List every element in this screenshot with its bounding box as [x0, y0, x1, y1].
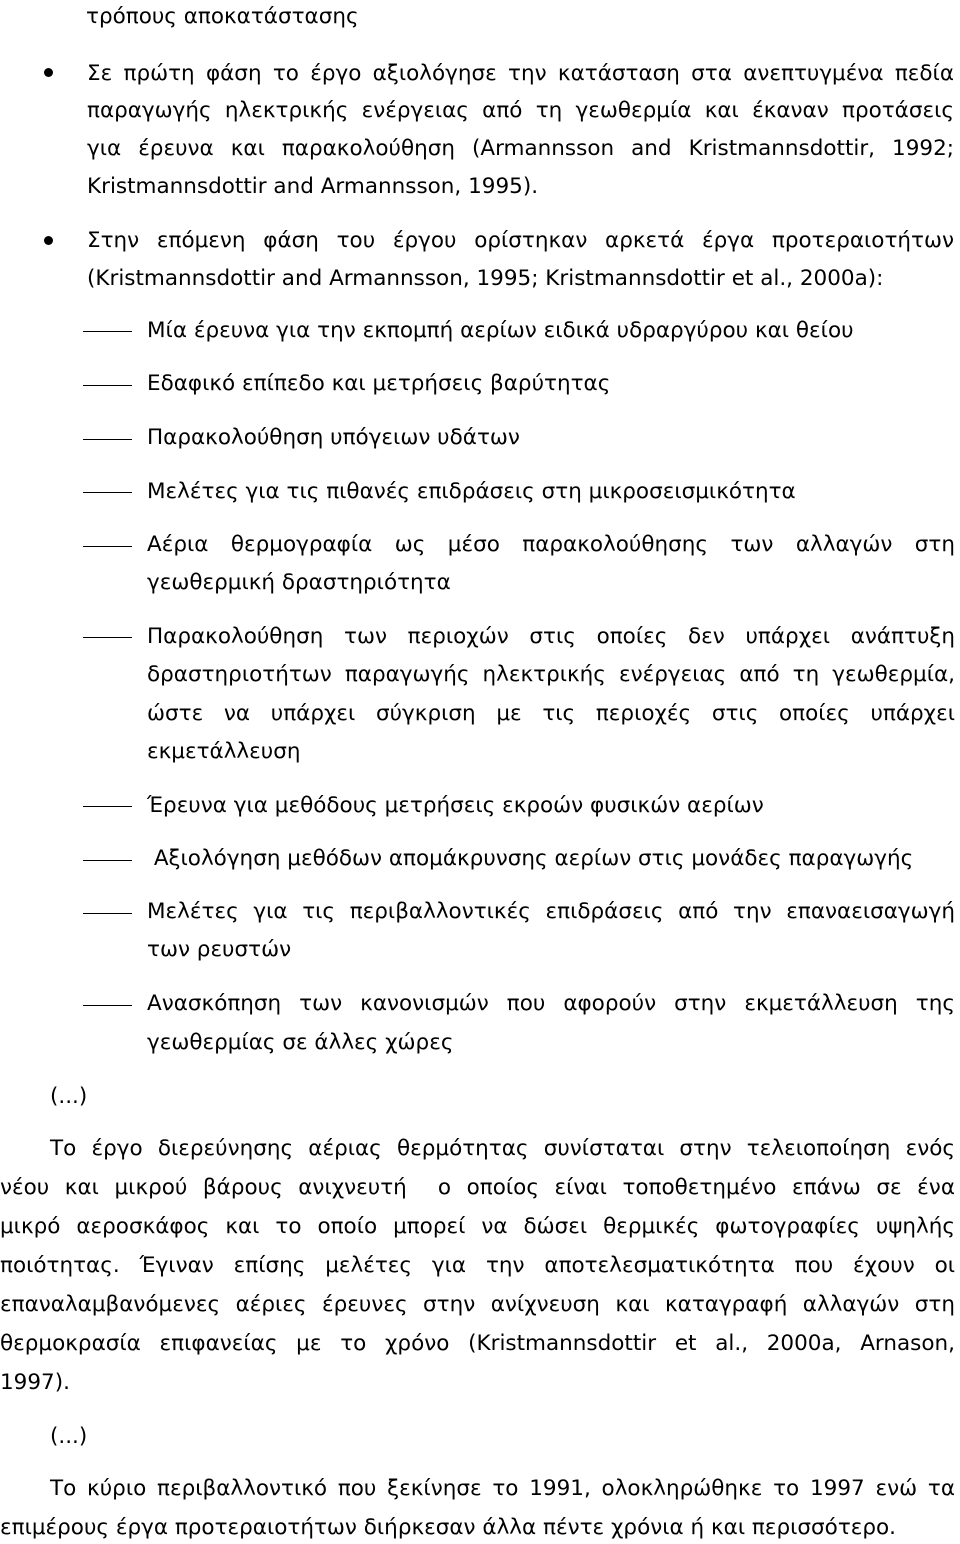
dash-marker [83, 385, 132, 386]
paragraph-line: επαναλαμβανόμενες αέριες έρευνες στην ανίχνευση και καταγραφή αλλαγών στη [0, 1292, 955, 1317]
bullet-line: για έρευνα και παρακολούθηση (Armannsson and Kristmannsdottir, 1992; [87, 136, 954, 161]
dash-line: γεωθερμική δραστηριότητα [147, 570, 451, 595]
bullet-dot-icon [44, 68, 53, 77]
dash-line: Εδαφικό επίπεδο και μετρήσεις βαρύτητας [147, 371, 611, 396]
dash-marker [83, 492, 132, 493]
dash-marker [83, 913, 132, 914]
ellipsis-marker: (...) [50, 1424, 88, 1449]
dash-line: Παρακολούθηση υπόγειων υδάτων [147, 425, 520, 450]
dash-line: Μελέτες για τις περιβαλλοντικές επιδράσεις από την επαναεισαγωγή [147, 899, 955, 924]
dash-line: εκμετάλλευση [147, 739, 301, 764]
dash-marker [83, 331, 132, 332]
dash-line: Αξιολόγηση μεθόδων απομάκρυνσης αερίων στις μονάδες παραγωγής [147, 846, 914, 871]
dash-line: Ανασκόπηση των κανονισμών που αφορούν στην εκμετάλλευση της [147, 991, 955, 1016]
bullet-line: Σε πρώτη φάση το έργο αξιολόγησε την κατάσταση στα ανεπτυγμένα πεδία [87, 61, 954, 86]
paragraph-line: θερμοκρασία επιφανείας με το χρόνο (Kristmannsdottir et al., 2000a, Arnason, [0, 1331, 955, 1356]
dash-line: γεωθερμίας σε άλλες χώρες [147, 1030, 454, 1055]
bullet-line: (Kristmannsdottir and Armannsson, 1995; Kristmannsdottir et al., 2000a): [87, 266, 884, 291]
paragraph-line: μικρό αεροσκάφος και το οποίο μπορεί να δώσει θερμικές φωτογραφίες υψηλής [0, 1214, 955, 1239]
dash-marker [83, 439, 132, 440]
dash-marker [83, 637, 132, 638]
dash-line: των ρευστών [147, 937, 292, 962]
paragraph-line: επιμέρους έργα προτεραιοτήτων διήρκεσαν άλλα πέντε χρόνια ή και περισσότερο. [0, 1515, 897, 1540]
dash-line: Έρευνα για μεθόδους μετρήσεις εκροών φυσικών αερίων [147, 793, 764, 818]
paragraph-line: Το έργο διερεύνησης αέριας θερμότητας συνίσταται στην τελειοποίηση ενός [50, 1136, 955, 1161]
bullet-dot-icon [44, 236, 53, 245]
dash-line: Μελέτες για τις πιθανές επιδράσεις στη μικροσεισμικότητα [147, 479, 796, 504]
dash-marker [83, 860, 132, 861]
paragraph-line: 1997). [0, 1370, 70, 1395]
dash-line: Παρακολούθηση των περιοχών στις οποίες δεν υπάρχει ανάπτυξη [147, 624, 955, 649]
bullet-line: Στην επόμενη φάση του έργου ορίστηκαν αρκετά έργα προτεραιοτήτων [87, 228, 954, 253]
dash-line: Μία έρευνα για την εκπομπή αερίων ειδικά υδραργύρου και θείου [147, 318, 854, 343]
dash-line: ώστε να υπάρχει σύγκριση με τις περιοχές στις οποίες υπάρχει [147, 701, 955, 726]
heading-fragment: τρόπους αποκατάστασης [86, 4, 359, 29]
dash-marker [83, 546, 132, 547]
paragraph-line: ποιότητας. Έγιναν επίσης μελέτες για την αποτελεσματικότητα που έχουν οι [0, 1253, 955, 1278]
dash-line: Αέρια θερμογραφία ως μέσο παρακολούθησης των αλλαγών στη [147, 532, 955, 557]
paragraph-line: νέου και μικρού βάρους ανιχνευτή ο οποίος είναι τοποθετημένο επάνω σε ένα [0, 1175, 955, 1200]
bullet-line: παραγωγής ηλεκτρικής ενέργειας από τη γεωθερμία και έκαναν προτάσεις [87, 98, 954, 123]
bullet-line: Kristmannsdottir and Armannsson, 1995). [87, 174, 539, 199]
ellipsis-marker: (...) [50, 1084, 88, 1109]
dash-marker [83, 806, 132, 807]
dash-marker [83, 1005, 132, 1006]
paragraph-line: Το κύριο περιβαλλοντικό που ξεκίνησε το 1991, ολοκληρώθηκε το 1997 ενώ τα [50, 1476, 955, 1501]
dash-line: δραστηριοτήτων παραγωγής ηλεκτρικής ενέργειας από τη γεωθερμία, [147, 662, 955, 687]
